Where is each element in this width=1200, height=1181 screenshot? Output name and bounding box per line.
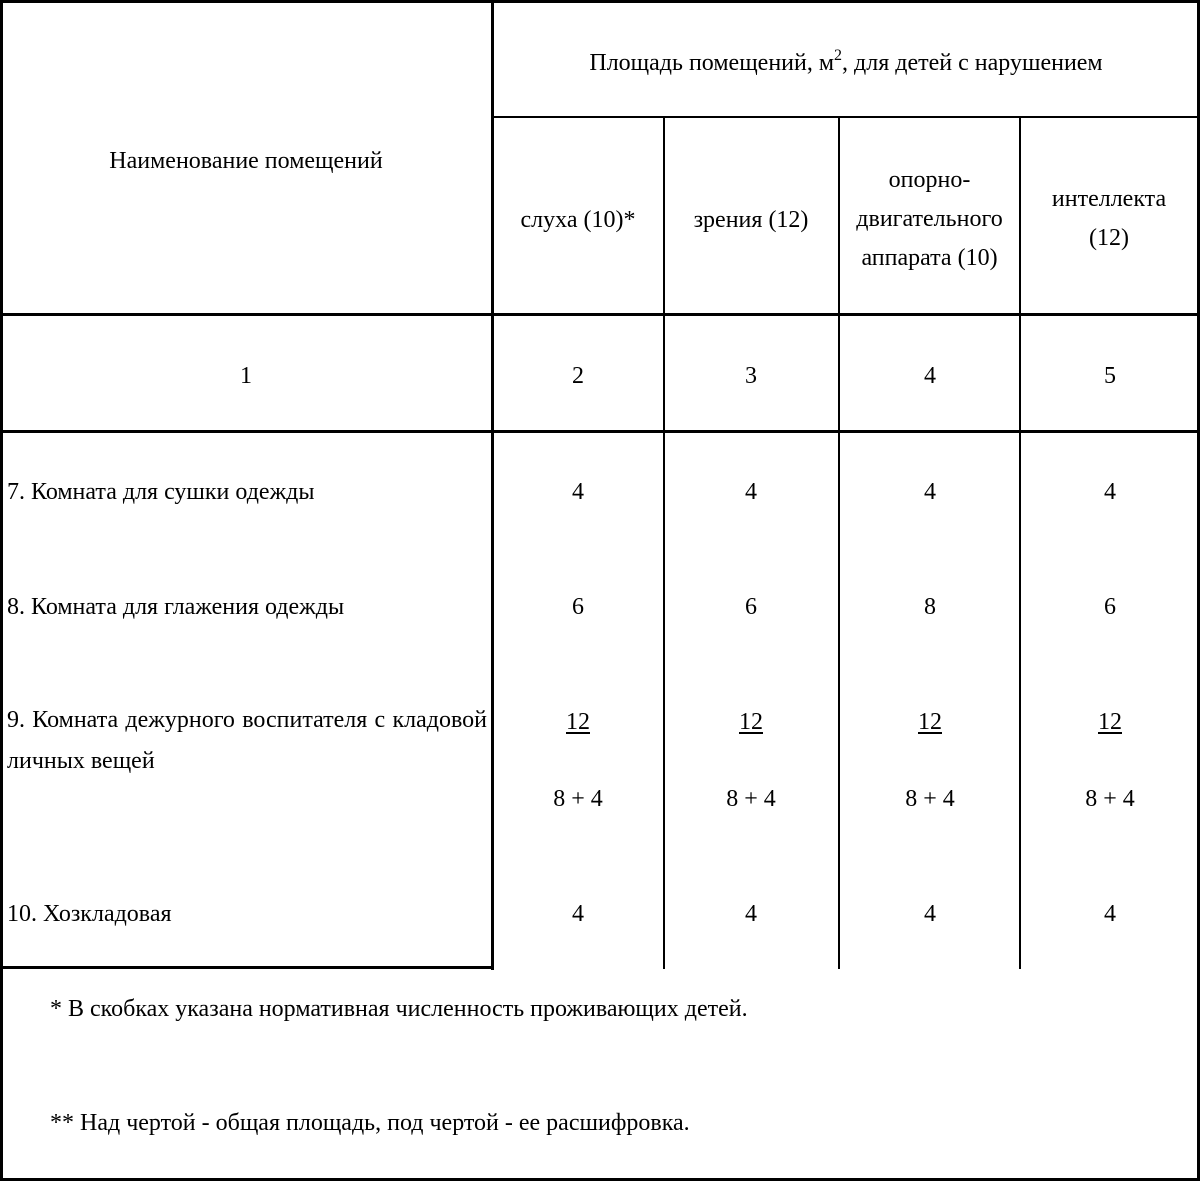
cell-value: 4 [924,901,936,927]
col-number-2: 2 [572,363,584,389]
cell-value-breakdown: 8 + 4 [1085,786,1135,812]
col-number-3: 3 [745,363,757,389]
cell-value: 8 [924,594,936,620]
col-divider-2 [663,117,665,969]
border-left [0,0,3,1181]
cell-value-breakdown: 8 + 4 [905,786,955,812]
col-number-5: 5 [1104,363,1116,389]
header-area-title [589,47,1103,76]
header-col-vision: зрения (12) [693,207,809,233]
cell-value-total: 12 [566,709,590,735]
cell-value: 4 [745,479,757,505]
row-divider-body-bottom [0,966,494,969]
row-divider-group-header [491,116,1200,118]
cell-value-breakdown: 8 + 4 [726,786,776,812]
row-name-duty-teacher-room: 9. Комната дежурного воспитателя с кладовой личных вещей [7,707,487,774]
cell-value: 6 [745,594,757,620]
cell-value: 4 [572,901,584,927]
header-area-sup: 2 [834,47,843,64]
col-divider-1 [491,0,494,970]
cell-value: 6 [572,594,584,620]
header-area-suffix: , для детей с нарушением [842,50,1103,76]
cell-value-total: 12 [918,709,942,735]
row-name-storeroom: 10. Хозкладовая [7,901,172,927]
row-divider-numbers-bottom [0,430,1200,433]
header-name-column: Наименование помещений [109,148,383,174]
row-name-ironing-room: 8. Комната для глажения одежды [7,594,345,620]
cell-value: 4 [1104,479,1116,505]
col-number-1: 1 [240,363,252,389]
cell-value: 4 [1104,901,1116,927]
header-col-intellect: интеллекта (12) [1051,186,1167,251]
cell-value: 4 [745,901,757,927]
cell-value-breakdown: 8 + 4 [553,786,603,812]
row-divider-header-bottom [0,313,1200,316]
col-number-4: 4 [924,363,936,389]
cell-value: 4 [924,479,936,505]
header-area-prefix: Площадь помещений, м [589,50,835,76]
cell-value: 6 [1104,594,1116,620]
footnote-1: * В скобках указана нормативная численность проживающих детей. [50,996,748,1022]
border-top [0,0,1200,3]
cell-value: 4 [572,479,584,505]
col-divider-4 [1019,117,1021,969]
cell-value-total: 12 [739,709,763,735]
footnote-2: ** Над чертой - общая площадь, под чертой - ее расшифровка. [50,1110,690,1136]
header-col-hearing: слуха (10)* [520,207,636,233]
header-col-musculoskeletal: опорно-двигательного аппарата (10) [856,167,1003,271]
cell-value-total: 12 [1098,709,1122,735]
row-name-drying-room: 7. Комната для сушки одежды [7,479,315,505]
